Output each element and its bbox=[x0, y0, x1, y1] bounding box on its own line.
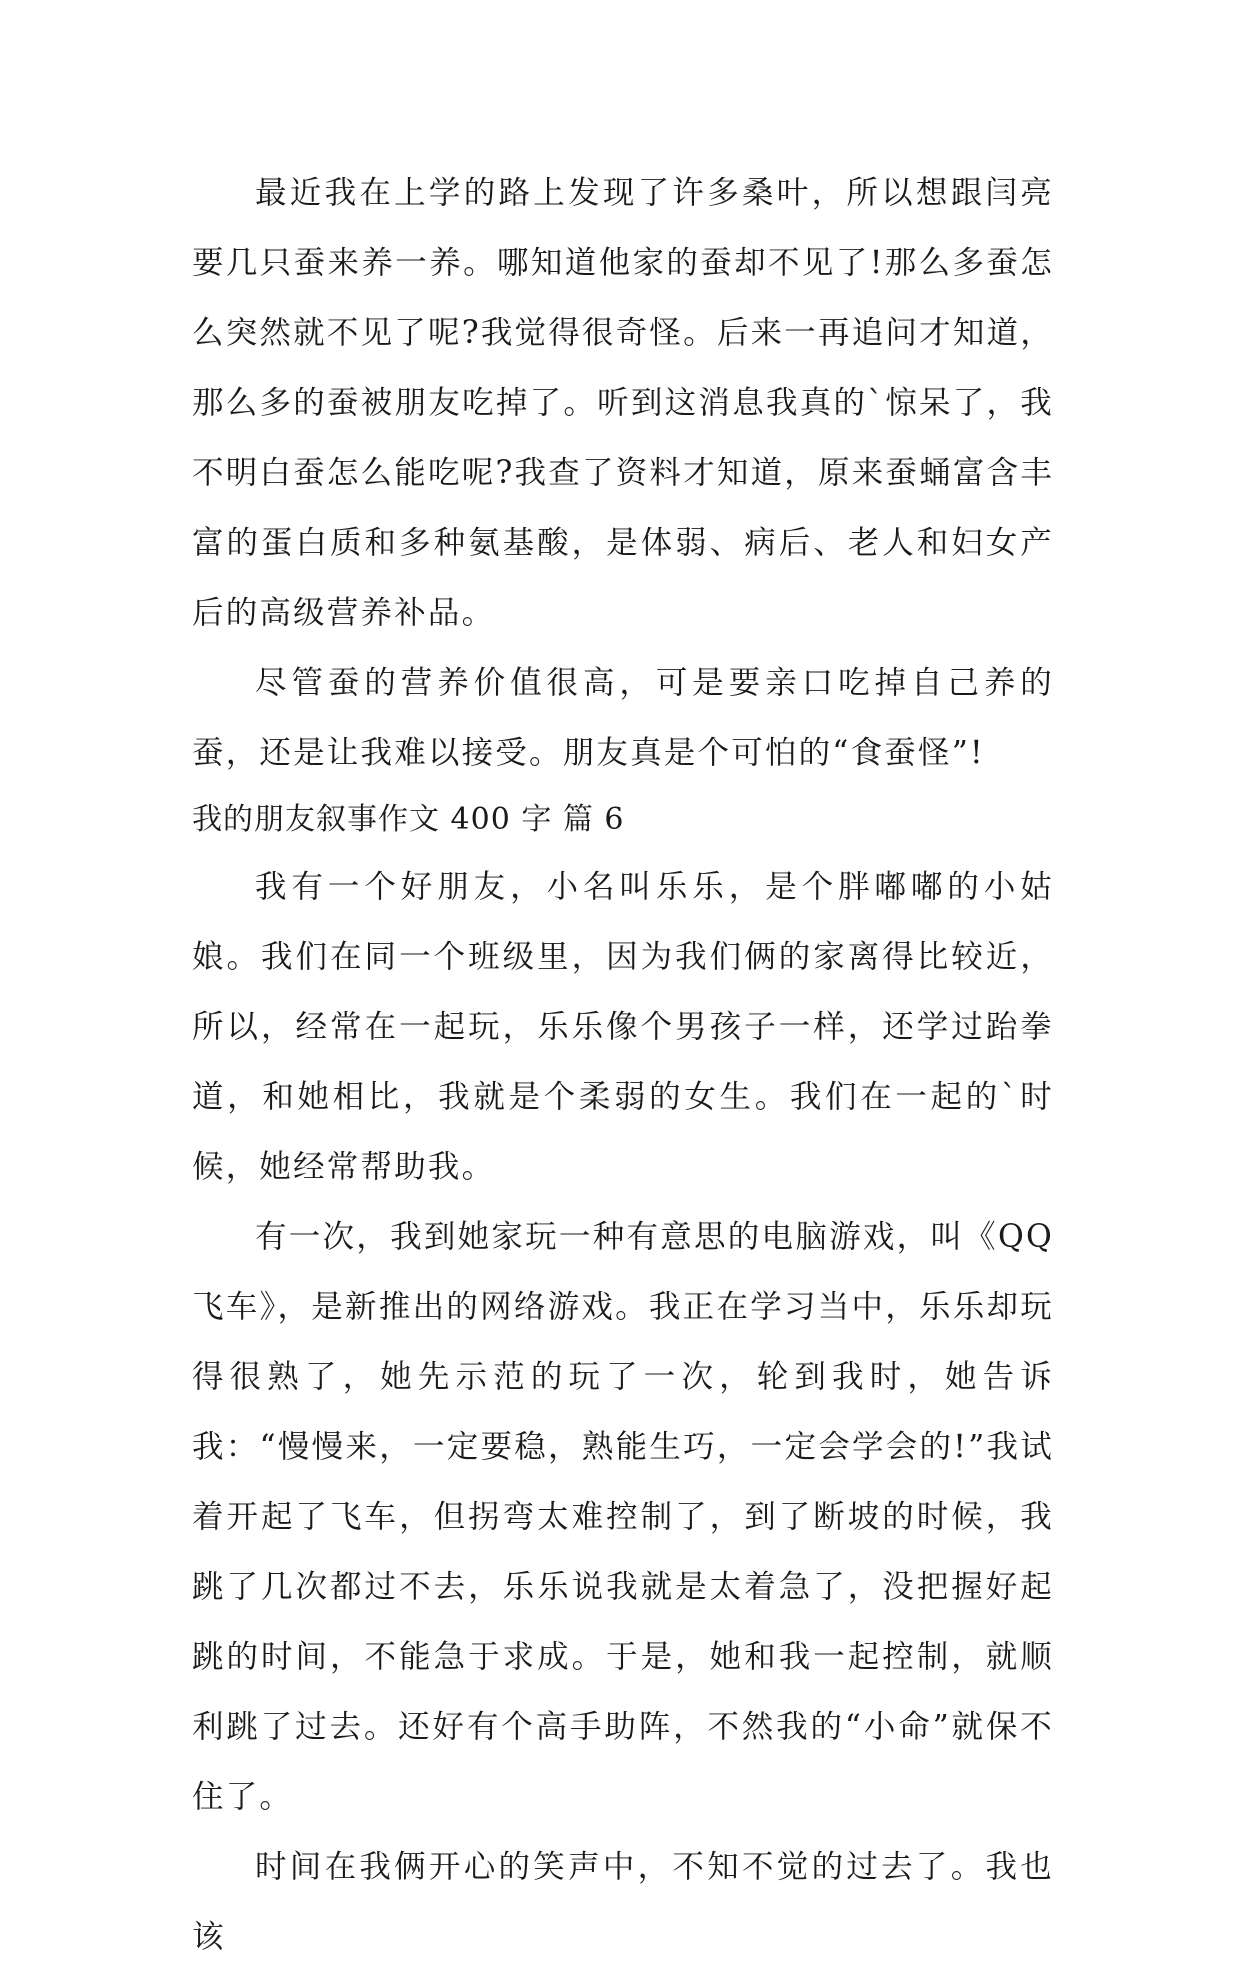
document-page bbox=[192, 158, 1054, 1972]
paragraph-silkworm-conclusion: 尽管蚕的营养价值很高，可是要亲口吃掉自己养的蚕，还是让我难以接受。朋友真是个可怕的“食蚕怪”! bbox=[192, 665, 1054, 771]
section-heading: 我的朋友叙事作文 400 字 篇 6 bbox=[192, 802, 625, 837]
paragraph-time-passing: 时间在我俩开心的笑声中，不知不觉的过去了。我也该 bbox=[192, 1849, 1054, 1955]
paragraph-game-story: 有一次，我到她家玩一种有意思的电脑游戏，叫《QQ 飞车》，是新推出的网络游戏。我正在学习当中，乐乐却玩得很熟了，她先示范的玩了一次，轮到我时，她告诉我：“慢慢来，一定要稳，熟能生巧，一定会学会的!”我试着开起了飞车，但拐弯太难控制了，到了断坡的时候，我跳了几次都过不去，乐乐说我就是太着急了，没把握好起跳的时间，不能急于求成。于是，她和我一起控制，就顺利跳了过去。还好有个高手助阵，不然我的“小命”就保不住了。 bbox=[192, 1219, 1054, 1815]
paragraph-friend-intro: 我有一个好朋友，小名叫乐乐，是个胖嘟嘟的小姑娘。我们在同一个班级里，因为我们俩的家离得比较近，所以，经常在一起玩，乐乐像个男孩子一样，还学过跆拳道，和她相比，我就是个柔弱的女生。我们在一起的`时候，她经常帮助我。 bbox=[192, 869, 1054, 1185]
paragraph-silkworm-discovery: 最近我在上学的路上发现了许多桑叶，所以想跟闫亮要几只蚕来养一养。哪知道他家的蚕却不见了!那么多蚕怎么突然就不见了呢?我觉得很奇怪。后来一再追问才知道，那么多的蚕被朋友吃掉了。听到这消息我真的`惊呆了，我不明白蚕怎么能吃呢?我查了资料才知道，原来蚕蛹富含丰富的蛋白质和多种氨基酸，是体弱、病后、老人和妇女产后的高级营养补品。 bbox=[192, 175, 1054, 631]
